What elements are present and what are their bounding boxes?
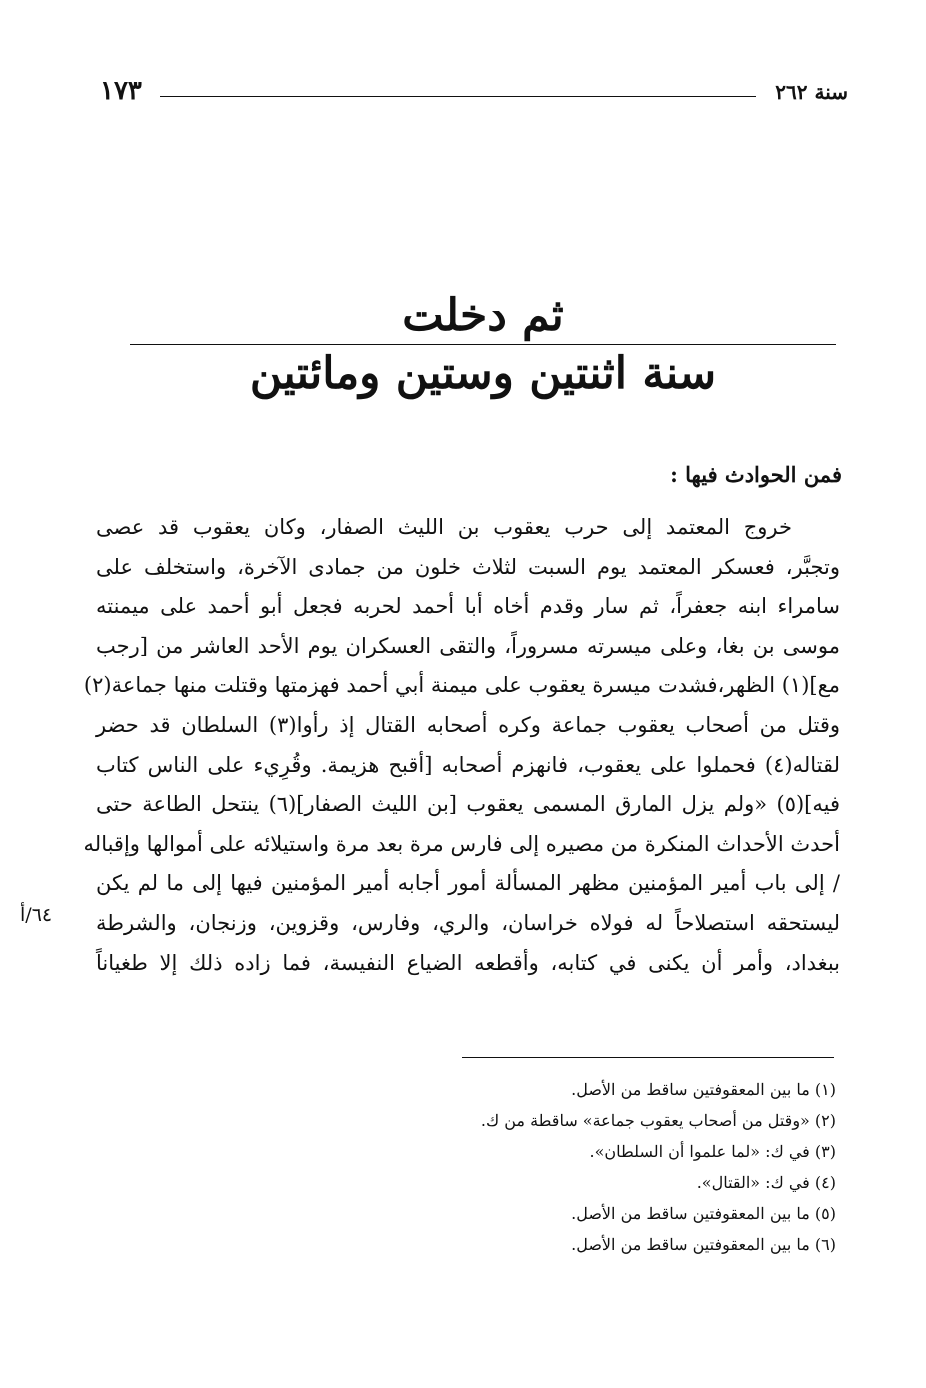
manuscript-folio-marker: ٦٤/أ [20, 904, 53, 926]
body-text [83, 508, 841, 983]
footnote: (٣) في ك: «لما علموا أن السلطان». [589, 1142, 836, 1161]
chapter-heading-rule [130, 344, 836, 345]
body-line: فيه](٥) «ولم يزل المارق المسمى يعقوب [بن الليث الصفار](٦) ينتحل الطاعة حتى [96, 792, 840, 817]
footnote: (١) ما بين المعقوفتين ساقط من الأصل. [571, 1080, 836, 1099]
footnote-rule [462, 1057, 834, 1058]
chapter-heading-line2: سنة اثنتين وستين ومائتين [249, 348, 717, 399]
running-header [100, 76, 848, 106]
body-line: وتجبَّر، فعسكر المعتمد يوم السبت لثلاث خلون من جمادى الآخرة، واستخلف على [96, 554, 840, 579]
body-line: ليستحقه استصلاحاً له فولاه خراسان، والري، وفارس، وقزوين، وزنجان، والشرطة [96, 910, 840, 935]
body-line: وقتل من أصحاب يعقوب جماعة وكره أصحابه القتال إذ رأوا(٣) السلطان قد حضر [96, 712, 841, 737]
footnotes [416, 1074, 836, 1260]
body-line: سامراء ابنه جعفراً، ثم سار وقدم أخاه أبا أحمد لحربه فجعل أبو أحمد على ميمنته [96, 594, 840, 619]
footnote: (٤) في ك: «القتال». [696, 1173, 836, 1192]
body-line: ببغداد، وأمر أن يكنى في كتابه، وأقطعه الضياع النفيسة، فما زاده ذلك إلا طغياناً [96, 950, 840, 975]
chapter-heading-line1: ثم دخلت [402, 290, 564, 341]
body-line: مع](١) الظهر،فشدت ميسرة يعقوب على ميمنة أبي أحمد فهزمتها وقتلت منها جماعة(٢) [83, 673, 840, 698]
body-line: موسى بن بغا، وعلى ميسرته مسروراً، والتقى العسكران يوم الأحد العاشر من [رجب [96, 633, 840, 658]
section-lead: فمن الحوادث فيها : [670, 462, 842, 487]
body-line: أحدث الأحداث المنكرة من مصيره إلى فارس مرة بعد مرة واستيلائه على أموالها وإقباله [83, 831, 840, 856]
body-line: / إلى باب أمير المؤمنين مظهر المسألة أمور أجابه أمير المؤمنين فيها إلى ما لم يكن [96, 871, 840, 896]
footnote: (٦) ما بين المعقوفتين ساقط من الأصل. [571, 1235, 836, 1254]
footnote: (٥) ما بين المعقوفتين ساقط من الأصل. [571, 1204, 836, 1223]
footnote: (٢) «وقتل من أصحاب يعقوب جماعة» ساقطة من ك. [480, 1111, 836, 1130]
page-number: ١٧٣ [100, 76, 142, 106]
running-year-label: سنة ٢٦٢ [775, 80, 848, 104]
header-rule [160, 96, 756, 97]
body-line: لقتاله(٤) فحملوا على يعقوب، فانهزم أصحابه [أقبح هزيمة. وقُرِيء على الناس كتاب [96, 752, 840, 777]
body-line: خروج المعتمد إلى حرب يعقوب بن الليث الصفار، وكان يعقوب قد عصى [96, 515, 792, 539]
